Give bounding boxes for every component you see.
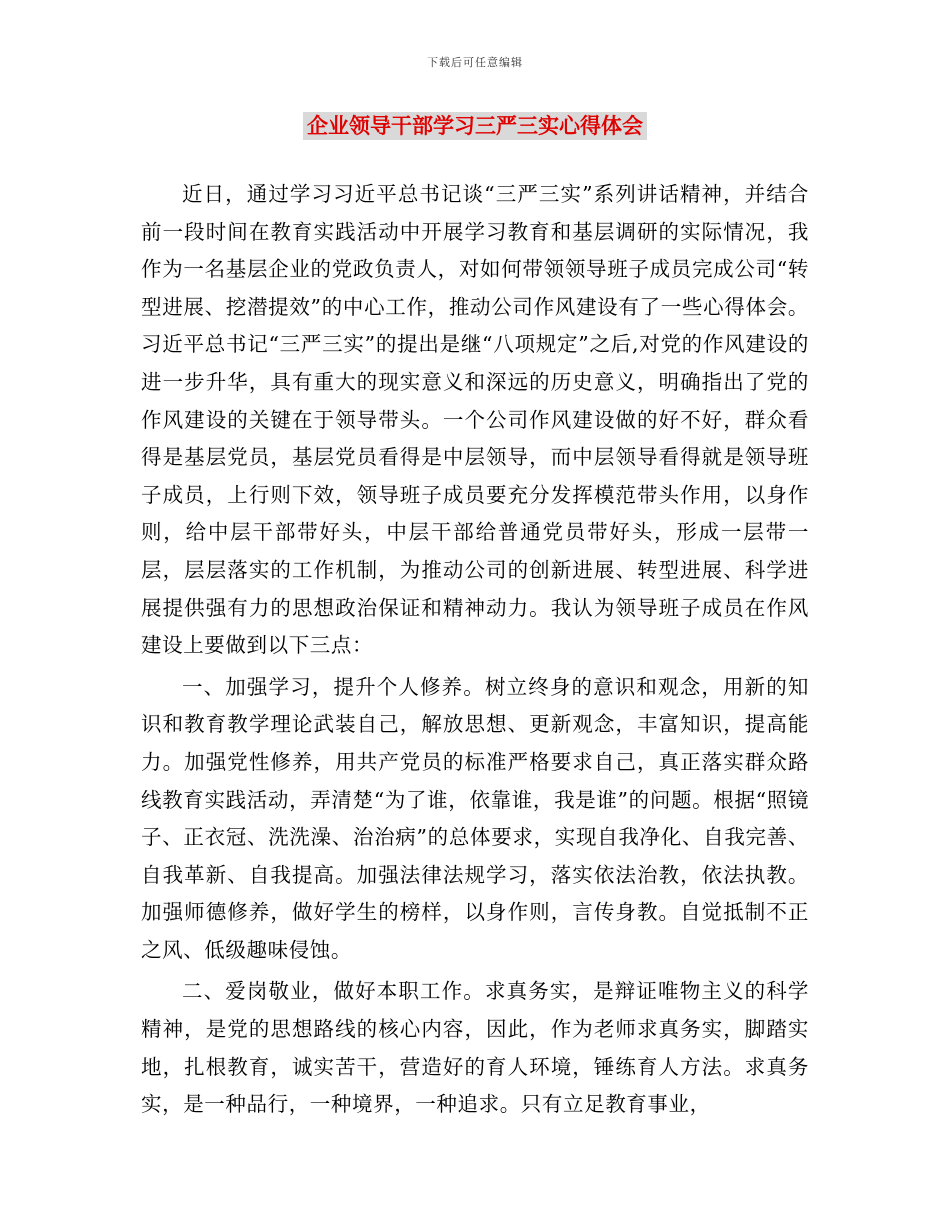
title-container	[0, 112, 950, 140]
paragraph-intro: 近日，通过学习习近平总书记谈“三严三实”系列讲话精神，并结合前一段时间在教育实践活动中开展学习教育和基层调研的实际情况，我作为一名基层企业的党政负责人，对如何带领领导班子成员完成公司“转型进展、挖潜提效”的中心工作，推动公司作风建设有了一些心得体会。习近平总书记“三严三实”的提出是继“八项规定”之后,对党的作风建设的进一步升华，具有重大的现实意义和深远的历史意义，明确指出了党的作风建设的关键在于领导带头。一个公司作风建设做的好不好，群众看得是基层党员，基层党员看得是中层领导，而中层领导看得就是领导班子成员，上行则下效，领导班子成员要充分发挥模范带头作用，以身作则，给中层干部带好头，中层干部给普通党员带好头，形成一层带一层，层层落实的工作机制，为推动公司的创新进展、转型进展、科学进展提供强有力的思想政治保证和精神动力。我认为领导班子成员在作风建设上要做到以下三点：	[141, 182, 809, 658]
document-body	[141, 176, 809, 1124]
paragraph-point-two: 二、爱岗敬业，做好本职工作。求真务实，是辩证唯物主义的科学精神，是党的思想路线的核心内容，因此，作为老师求真务实，脚踏实地，扎根教育，诚实苦干，营造好的育人环境，锤练育人方法。求真务实，是一种品行，一种境界，一种追求。只有立足教育事业，	[141, 979, 809, 1117]
document-title: 企业领导干部学习三严三实心得体会	[303, 112, 647, 140]
paragraph-point-one: 一、加强学习，提升个人修养。树立终身的意识和观念，用新的知识和教育教学理论武装自己，解放思想、更新观念，丰富知识，提高能力。加强党性修养，用共产党员的标准严格要求自己，真正落实群众路线教育实践活动，弄清楚“为了谁，依靠谁，我是谁”的问题。根据“照镜子、正衣冠、洗洗澡、治治病”的总体要求，实现自我净化、自我完善、自我革新、自我提高。加强法律法规学习，落实依法治教，依法执教。加强师德修养，做好学生的榜样，以身作则，言传身教。自觉抵制不正之风、低级趣味侵蚀。	[141, 674, 809, 962]
header-note: 下载后可任意编辑	[427, 56, 523, 69]
